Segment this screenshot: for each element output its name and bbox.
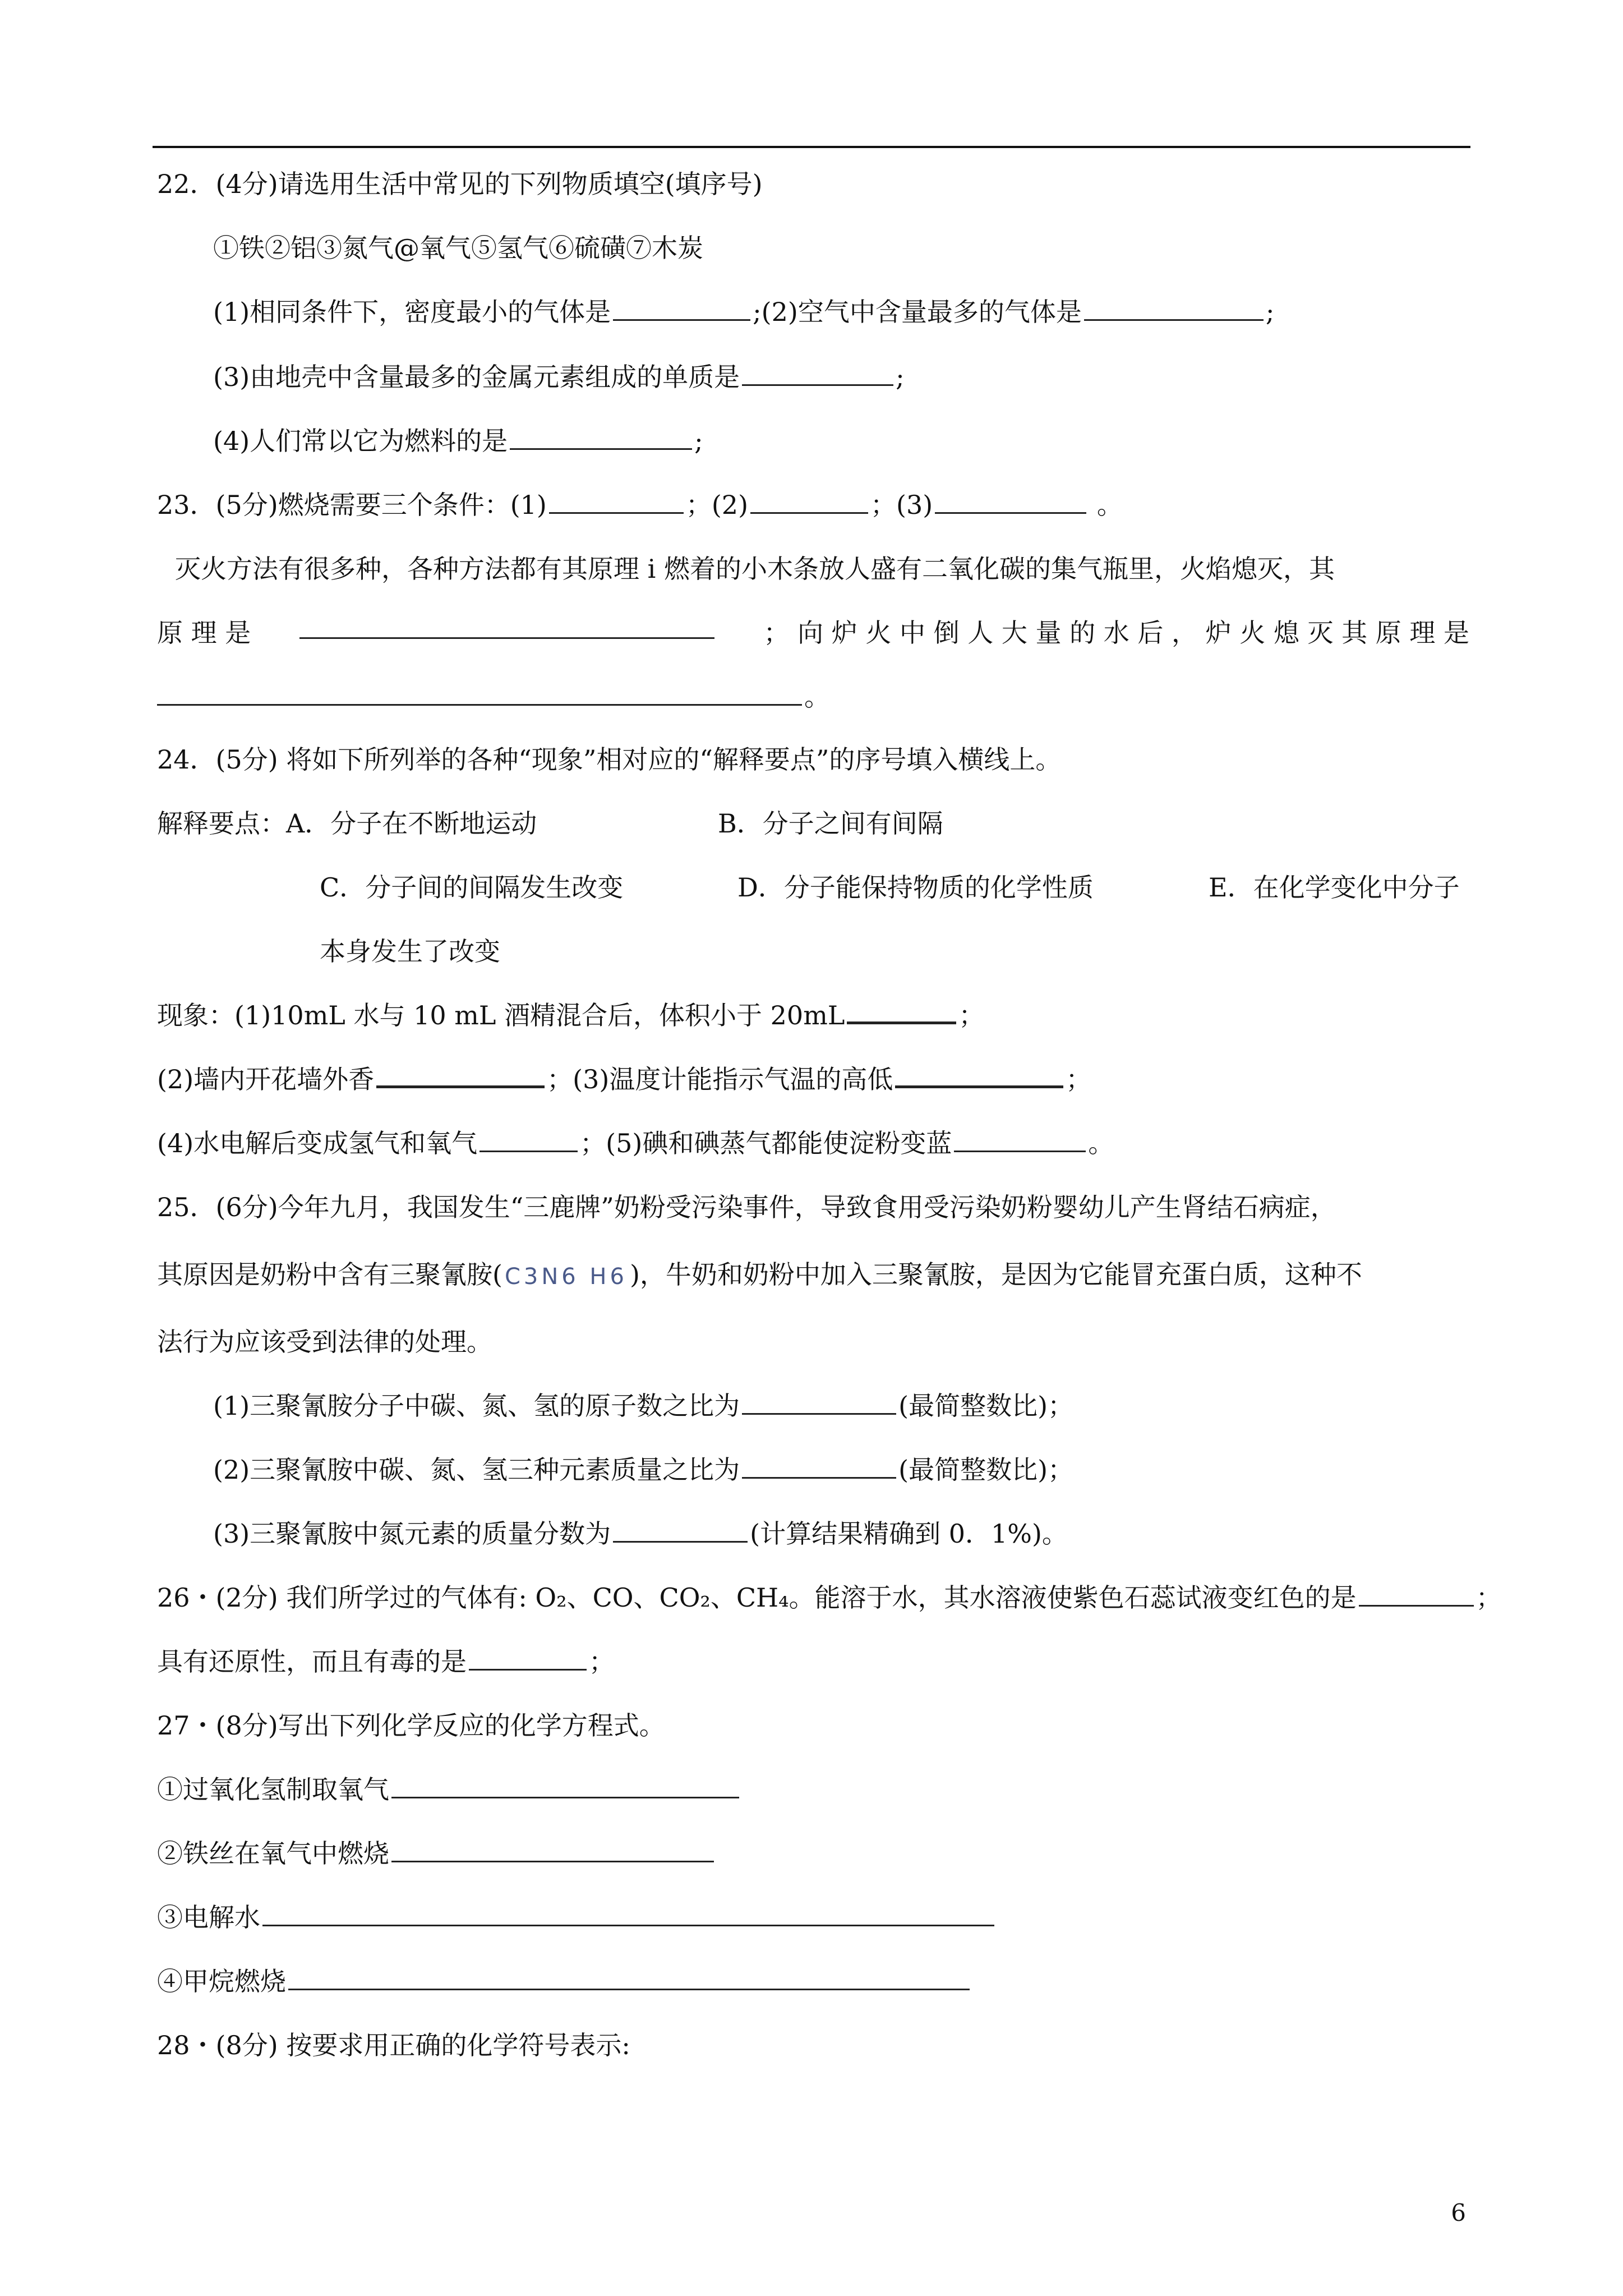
answer-blank[interactable] (742, 1391, 896, 1415)
q25-sub3: (3)三聚氰胺中氮元素的质量分数为 (计算结果精确到 0．1%)。 (213, 1519, 1068, 1549)
answer-blank[interactable] (750, 490, 868, 514)
answer-blank[interactable] (288, 1966, 970, 1990)
answer-blank[interactable] (376, 1063, 545, 1088)
answer-blank[interactable] (549, 490, 684, 514)
page-number: 6 (1451, 2199, 1466, 2226)
q27-reaction-4: ④甲烷燃烧 (157, 1963, 972, 1999)
answer-blank[interactable] (299, 615, 714, 639)
q23-line4: 。 (157, 679, 830, 715)
q27-reaction-1: ①过氧化氢制取氧气 (157, 1772, 741, 1807)
q22-options: ①铁②铝③氮气@氧气⑤氢气⑥硫磺⑦木炭 (213, 233, 703, 263)
q24-point-e2: 本身发生了改变 (320, 936, 500, 967)
answer-blank[interactable] (469, 1646, 587, 1671)
answer-blank[interactable] (613, 297, 750, 321)
q27-reaction-3: ③电解水 (157, 1899, 997, 1935)
q23-line3: 原 理 是 ； 向 炉 火 中 倒 人 大 量 的 水 后 ， 炉 火 熄 灭 其 原 理 是 (157, 615, 1469, 651)
melamine-formula: C3N6 H6 (504, 1264, 628, 1290)
answer-blank[interactable] (1359, 1582, 1474, 1607)
header-rule (153, 146, 1470, 148)
q25-line3: 法行为应该受到法律的处理。 (157, 1327, 492, 1357)
q23-title: 23．(5分)燃烧需要三个条件：(1) ；(2) ；(3) 。 (157, 490, 1123, 520)
answer-blank[interactable] (613, 1519, 748, 1543)
answer-blank[interactable] (510, 426, 692, 450)
q24-point-e: E．在化学变化中分子 (1209, 872, 1460, 903)
q26-line2: 具有还原性，而且有毒的是 ； (157, 1646, 615, 1677)
answer-blank[interactable] (479, 1128, 578, 1152)
q25-sub1: (1)三聚氰胺分子中碳、氮、氢的原子数之比为 (最简整数比)； (213, 1391, 1074, 1421)
q24-phenomenon-4-5: (4)水电解后变成氢气和氧气 ；(5)碘和碘蒸气都能使淀粉变蓝 。 (157, 1128, 1114, 1158)
answer-blank[interactable] (391, 1774, 739, 1798)
answer-blank[interactable] (895, 1063, 1063, 1088)
answer-blank[interactable] (1084, 297, 1264, 321)
q22-part4: (4)人们常以它为燃料的是 ; (213, 426, 703, 456)
q25-sub2: (2)三聚氰胺中碳、氮、氢三种元素质量之比为 (最简整数比)； (213, 1455, 1074, 1485)
q24-phenomenon-1: 现象：(1)10mL 水与 10 mL 酒精混合后，体积小于 20mL ； (157, 1000, 985, 1030)
q24-phenomenon-2-3: (2)墙内开花墙外香 ；(3)温度计能指示气温的高低 ； (157, 1064, 1092, 1094)
q25-line2: 其原因是奶粉中含有三聚氰胺( C3N6 H6)，牛奶和奶粉中加入三聚氰胺，是因为它能冒充蛋白质，这种不 (157, 1257, 1362, 1295)
q28-title: 28・(8分) 按要求用正确的化学符号表示: (157, 2030, 630, 2060)
q24-title: 24．(5分) 将如下所列举的各种“现象”相对应的“解释要点”的序号填入横线上。 (157, 744, 1062, 775)
answer-blank[interactable] (742, 362, 893, 386)
q24-points-ab: 解释要点：A．分子在不断地运动 (157, 808, 537, 839)
answer-blank[interactable] (262, 1902, 994, 1926)
q22-title: 22．(4分)请选用生活中常见的下列物质填空(填序号) (157, 169, 763, 199)
answer-blank[interactable] (935, 490, 1086, 514)
q25-line1: 25．(6分)今年九月，我国发生“三鹿牌”奶粉受污染事件，导致食用受污染奶粉婴幼儿产生肾结石病症， (157, 1192, 1336, 1222)
q22-part3: (3)由地壳中含量最多的金属元素组成的单质是 ; (213, 362, 905, 392)
q27-reaction-2: ②铁丝在氧气中燃烧 (157, 1835, 716, 1871)
answer-blank[interactable] (954, 1128, 1086, 1152)
q24-point-d: D．分子能保持物质的化学性质 (737, 872, 1094, 903)
q22-part1: (1)相同条件下，密度最小的气体是 ;(2)空气中含量最多的气体是 ; (213, 297, 1275, 327)
q24-point-c: C．分子间的间隔发生改变 (320, 872, 624, 903)
q24-point-b: B．分子之间有间隔 (718, 808, 943, 839)
answer-blank[interactable] (157, 682, 802, 706)
q26-line1: 26・(2分) 我们所学过的气体有: O₂、CO、CO₂、CH₄。能溶于水，其水溶液使紫色石蕊试液变红色的是 ； (157, 1582, 1502, 1613)
q27-title: 27・(8分)写出下列化学反应的化学方程式。 (157, 1710, 665, 1741)
answer-blank[interactable] (847, 999, 956, 1024)
q23-line2: 灭火方法有很多种，各种方法都有其原理 i 燃着的小木条放人盛有二氧化碳的集气瓶里，火焰熄灭，其 (175, 554, 1335, 584)
answer-blank[interactable] (742, 1455, 896, 1479)
answer-blank[interactable] (391, 1838, 714, 1862)
